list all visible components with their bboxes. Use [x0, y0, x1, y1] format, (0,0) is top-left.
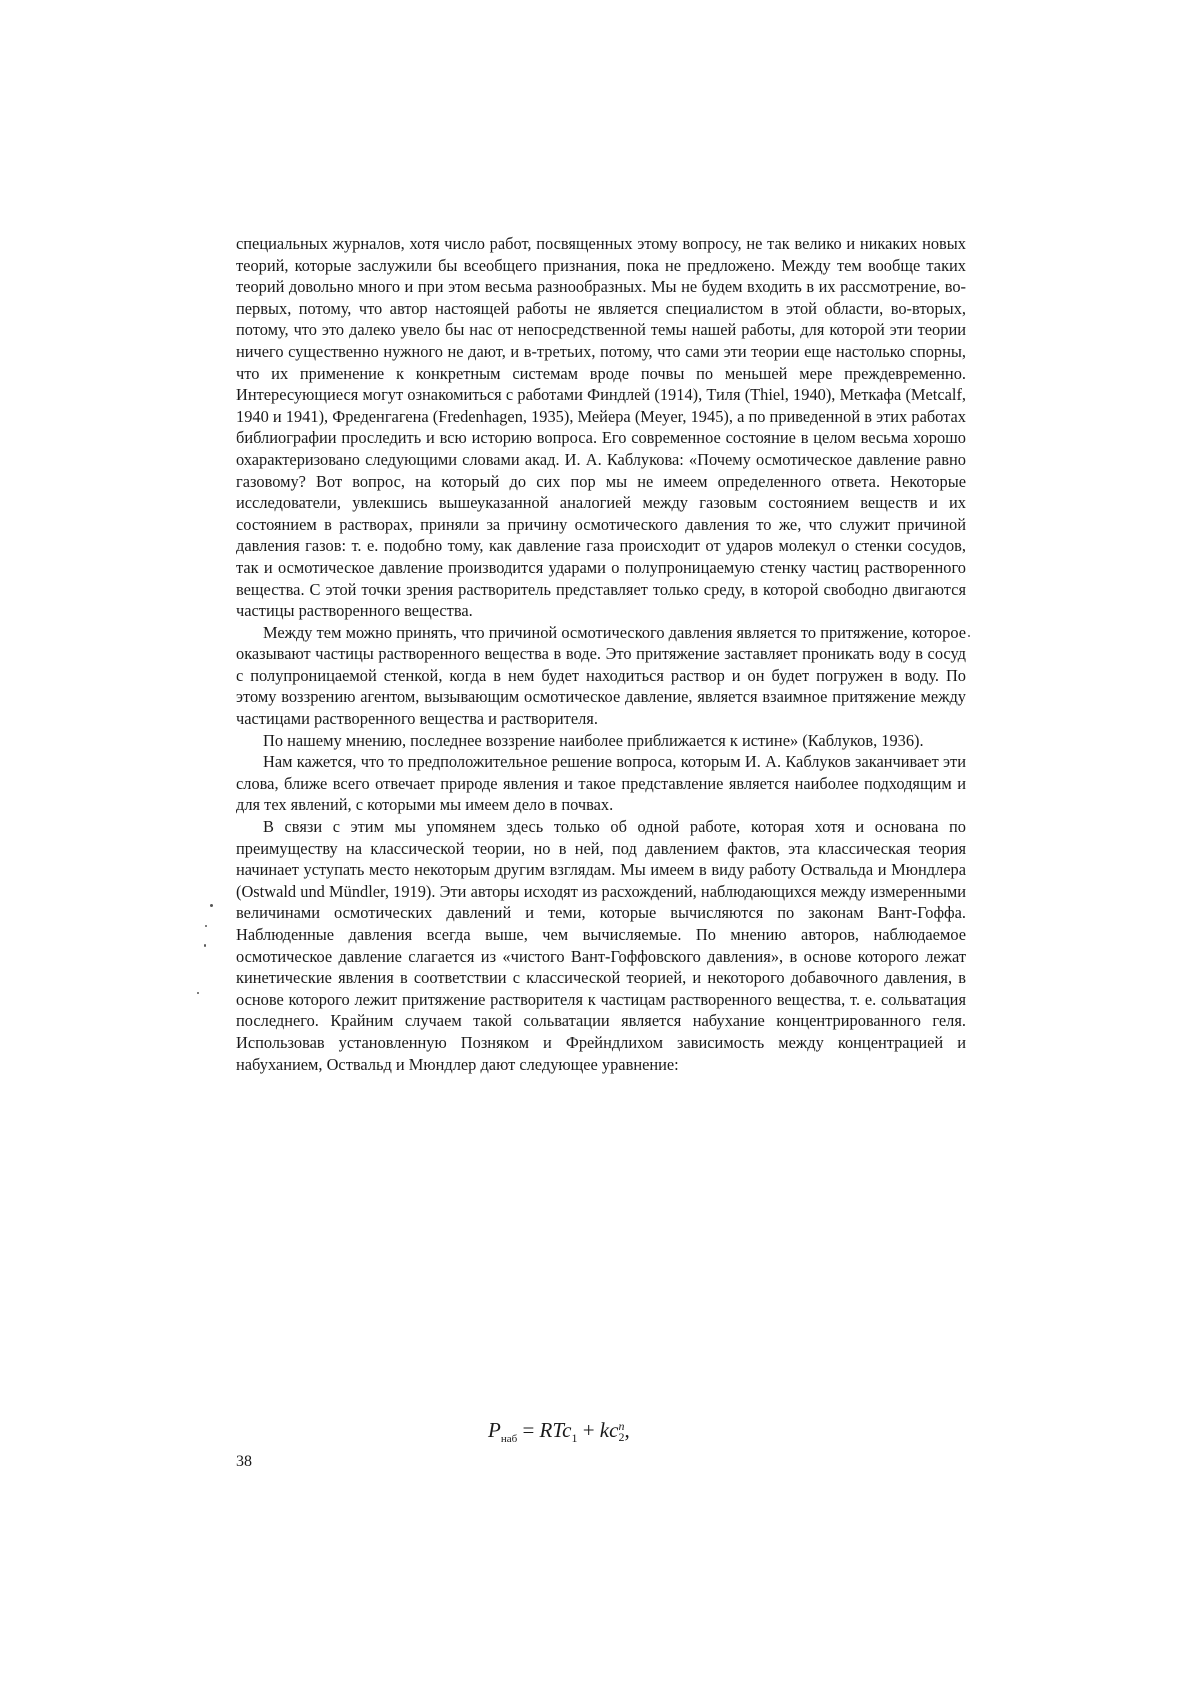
formula-term2: kc	[599, 1418, 619, 1442]
formula-term1: RTc	[539, 1418, 572, 1442]
formula-term1-subscript: 1	[571, 1431, 578, 1446]
scan-speck	[204, 944, 206, 947]
scan-speck	[197, 992, 199, 994]
scan-speck	[968, 635, 970, 637]
paragraph-4: Нам кажется, что то предположительное решение вопроса, которым И. А. Каблуков заканчивает эти слова, ближе всего отвечает природе явления и такое представление является наиболее подходящим и для тех явлений, с которыми мы имеем дело в почвах.	[236, 752, 966, 815]
body-text	[236, 233, 966, 1075]
scan-speck	[210, 904, 213, 907]
page-number: 38	[236, 1453, 252, 1470]
formula-term2-subscript: 2	[618, 1430, 625, 1445]
paragraph-2: Между тем можно принять, что причиной осмотического давления является то притяжение, которое оказывают частицы растворенного вещества в воде. Это притяжение заставляет проникать воду в сосуд с полупроницаемой стенкой, когда в нем будет находиться раствор и он будет погружен в воду. По этому воззрению агентом, вызывающим осмотическое давление, является взаимное притяжение между частицами растворенного вещества и растворителя.	[236, 622, 966, 729]
formula-term2-superscript: n	[618, 1419, 625, 1434]
paragraph-5: В связи с этим мы упомянем здесь только об одной работе, которая хотя и основана по преимуществу на классической теории, но в ней, под давлением фактов, эта классическая теория начинает уступать место некоторым другим взглядам. Мы имеем в виду работу Оствальда и Мюндлера (Ostwald und Mündler, 1919). Эти авторы исходят из расхождений, наблюдающихся между измеренными величинами осмотических давлений и теми, которые вычисляются по законам Вант-Гоффа. Наблюденные давления всегда выше, чем вычисляемые. По мнению авторов, наблюдаемое осмотическое давление слагается из «чистого Вант-Гоффовского давления», в основе которого лежат кинетические явления в соответствии с классической теорией, и некоторого добавочного давления, в основе которого лежит притяжение растворителя к частицам растворенного вещества, т. е. сольватация последнего. Крайним случаем такой сольватации является набухание концентрированного геля. Использовав установленную Позняком и Фрейндлихом зависимость между концентрацией и набуханием, Оствальд и Мюндлер дают следующее уравнение:	[236, 817, 966, 1074]
scan-speck	[205, 925, 207, 927]
formula-lhs-subscript: наб	[500, 1433, 518, 1446]
formula-equals: =	[517, 1418, 540, 1442]
paragraph-1: специальных журналов, хотя число работ, посвященных этому вопросу, не так велико и никаких новых теорий, которые заслужили бы всеобщего признания, пока не предложено. Между тем вообще таких теорий довольно много и при этом весьма разнообразных. Мы не будем входить в их рассмотрение, во-первых, потому, что автор настоящей работы не является специалистом в этой области, во-вторых, потому, что это далеко увело бы нас от непосредственной темы нашей работы, для которой эти теории ничего существенно нужного не дают, и в-третьих, потому, что сами эти теории еще настолько спорны, что их применение к конкретным системам вроде почвы по меньшей мере преждевременно. Интересующиеся могут ознакомиться с работами Финдлей (1914), Тиля (Thiel, 1940), Меткафа (Metcalf, 1940 и 1941), Фреденгагена (Fredenhagen, 1935), Мейера (Meyer, 1945), а по приведенной в этих работах библиографии проследить и всю историю вопроса. Его современное состояние в целом весьма хорошо охарактеризовано следующими словами акад. И. А. Каблукова: «Почему осмотическое давление равно газовому? Вот вопрос, на который до сих пор мы не имеем определенного ответа. Некоторые исследователи, увлекшись вышеуказанной аналогией между газовым состоянием веществ и их состоянием в растворах, приняли за причину осмотического давления то же, что служит причиной давления газов: т. е. подобно тому, как давление газа происходит от ударов молекул о стенки сосудов, так и осмотическое давление производится ударами о полупроницаемую стенку частиц растворенного вещества. С этой точки зрения растворитель представляет только среду, в которой свободно двигаются частицы растворенного вещества.	[236, 234, 966, 621]
formula-comma: ,	[624, 1418, 630, 1442]
formula-lhs: P	[488, 1418, 501, 1442]
paragraph-3: По нашему мнению, последнее воззрение наиболее приближается к истине» (Каблуков, 1936).	[263, 730, 924, 750]
osmotic-pressure-equation	[488, 1418, 630, 1446]
formula-plus: +	[577, 1418, 600, 1442]
